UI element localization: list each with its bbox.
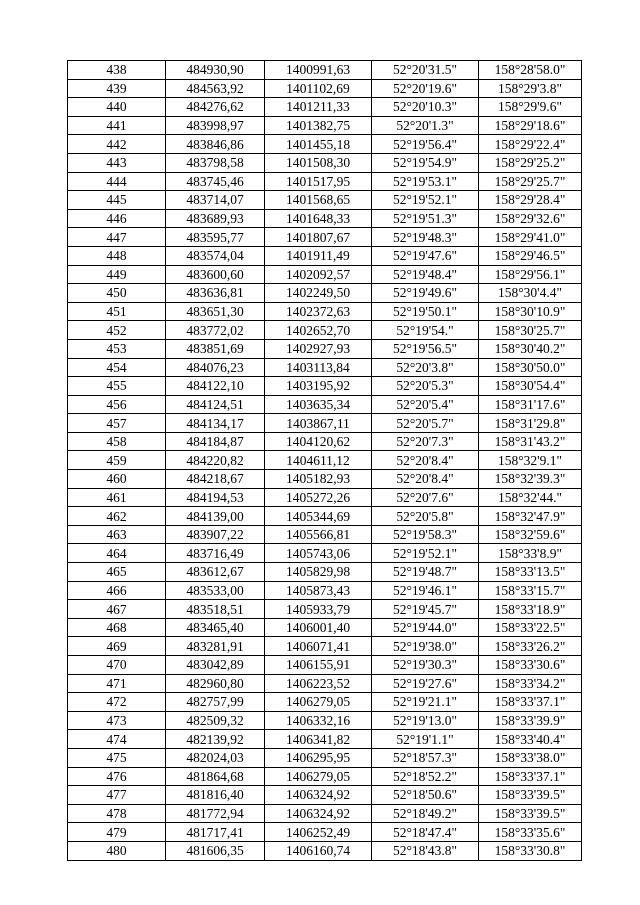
x-coordinate-cell: 484134,17 — [166, 414, 265, 433]
x-coordinate-cell: 483714,07 — [166, 191, 265, 210]
longitude-cell: 158°32'9.1" — [479, 451, 582, 470]
latitude-cell: 52°19'46.1" — [372, 581, 479, 600]
table-row — [68, 153, 582, 172]
table-row — [68, 470, 582, 489]
x-coordinate-cell: 481772,94 — [166, 804, 265, 823]
y-coordinate-cell: 1402249,50 — [265, 284, 372, 303]
y-coordinate-cell: 1405829,98 — [265, 563, 372, 582]
table-row — [68, 172, 582, 191]
point-number-cell: 457 — [68, 414, 166, 433]
point-number-cell: 452 — [68, 321, 166, 340]
table-row — [68, 358, 582, 377]
y-coordinate-cell: 1406332,16 — [265, 711, 372, 730]
y-coordinate-cell: 1402372,63 — [265, 302, 372, 321]
table-row — [68, 488, 582, 507]
longitude-cell: 158°33'18.9" — [479, 600, 582, 619]
longitude-cell: 158°29'9.6" — [479, 98, 582, 117]
y-coordinate-cell: 1406155,91 — [265, 656, 372, 675]
table-row — [68, 525, 582, 544]
latitude-cell: 52°19'44.0" — [372, 618, 479, 637]
y-coordinate-cell: 1406324,92 — [265, 786, 372, 805]
y-coordinate-cell: 1403113,84 — [265, 358, 372, 377]
point-number-cell: 450 — [68, 284, 166, 303]
longitude-cell: 158°33'38.0" — [479, 748, 582, 767]
latitude-cell: 52°19'52.1" — [372, 544, 479, 563]
latitude-cell: 52°18'49.2" — [372, 804, 479, 823]
latitude-cell: 52°19'52.1" — [372, 191, 479, 210]
longitude-cell: 158°33'30.6" — [479, 656, 582, 675]
point-number-cell: 463 — [68, 525, 166, 544]
x-coordinate-cell: 483595,77 — [166, 228, 265, 247]
longitude-cell: 158°30'54.4" — [479, 377, 582, 396]
latitude-cell: 52°19'13.0" — [372, 711, 479, 730]
table-row — [68, 693, 582, 712]
table-row — [68, 841, 582, 860]
y-coordinate-cell: 1406295,95 — [265, 748, 372, 767]
latitude-cell: 52°19'45.7" — [372, 600, 479, 619]
longitude-cell: 158°33'39.5" — [479, 786, 582, 805]
x-coordinate-cell: 484276,62 — [166, 98, 265, 117]
point-number-cell: 472 — [68, 693, 166, 712]
point-number-cell: 443 — [68, 153, 166, 172]
y-coordinate-cell: 1404611,12 — [265, 451, 372, 470]
point-number-cell: 456 — [68, 395, 166, 414]
longitude-cell: 158°29'28.4" — [479, 191, 582, 210]
longitude-cell: 158°32'47.9" — [479, 507, 582, 526]
latitude-cell: 52°18'43.8" — [372, 841, 479, 860]
table-row — [68, 451, 582, 470]
longitude-cell: 158°33'30.8" — [479, 841, 582, 860]
longitude-cell: 158°29'3.8" — [479, 79, 582, 98]
table-row — [68, 767, 582, 786]
point-number-cell: 474 — [68, 730, 166, 749]
longitude-cell: 158°30'4.4" — [479, 284, 582, 303]
latitude-cell: 52°20'7.6" — [372, 488, 479, 507]
latitude-cell: 52°20'3.8" — [372, 358, 479, 377]
x-coordinate-cell: 483798,58 — [166, 153, 265, 172]
latitude-cell: 52°19'56.5" — [372, 339, 479, 358]
x-coordinate-cell: 483851,69 — [166, 339, 265, 358]
point-number-cell: 468 — [68, 618, 166, 637]
latitude-cell: 52°19'49.6" — [372, 284, 479, 303]
table-row — [68, 302, 582, 321]
x-coordinate-cell: 483689,93 — [166, 209, 265, 228]
table-row — [68, 191, 582, 210]
table-row — [68, 414, 582, 433]
latitude-cell: 52°20'10.3" — [372, 98, 479, 117]
latitude-cell: 52°18'57.3" — [372, 748, 479, 767]
latitude-cell: 52°19'53.1" — [372, 172, 479, 191]
longitude-cell: 158°33'8.9" — [479, 544, 582, 563]
point-number-cell: 467 — [68, 600, 166, 619]
table-row — [68, 786, 582, 805]
y-coordinate-cell: 1404120,62 — [265, 432, 372, 451]
longitude-cell: 158°33'40.4" — [479, 730, 582, 749]
table-row — [68, 432, 582, 451]
table-row — [68, 284, 582, 303]
table-row — [68, 730, 582, 749]
point-number-cell: 445 — [68, 191, 166, 210]
x-coordinate-cell: 483574,04 — [166, 246, 265, 265]
latitude-cell: 52°20'5.4" — [372, 395, 479, 414]
table-row — [68, 656, 582, 675]
latitude-cell: 52°20'7.3" — [372, 432, 479, 451]
y-coordinate-cell: 1405743,06 — [265, 544, 372, 563]
latitude-cell: 52°20'8.4" — [372, 470, 479, 489]
longitude-cell: 158°29'46.5" — [479, 246, 582, 265]
point-number-cell: 438 — [68, 61, 166, 80]
x-coordinate-cell: 484218,67 — [166, 470, 265, 489]
longitude-cell: 158°33'34.2" — [479, 674, 582, 693]
longitude-cell: 158°33'37.1" — [479, 693, 582, 712]
longitude-cell: 158°33'15.7" — [479, 581, 582, 600]
y-coordinate-cell: 1401807,67 — [265, 228, 372, 247]
longitude-cell: 158°30'25.7" — [479, 321, 582, 340]
y-coordinate-cell: 1403635,34 — [265, 395, 372, 414]
y-coordinate-cell: 1406001,40 — [265, 618, 372, 637]
y-coordinate-cell: 1406279,05 — [265, 693, 372, 712]
y-coordinate-cell: 1402652,70 — [265, 321, 372, 340]
latitude-cell: 52°20'5.3" — [372, 377, 479, 396]
longitude-cell: 158°29'25.2" — [479, 153, 582, 172]
y-coordinate-cell: 1406071,41 — [265, 637, 372, 656]
latitude-cell: 52°19'58.3" — [372, 525, 479, 544]
x-coordinate-cell: 482139,92 — [166, 730, 265, 749]
y-coordinate-cell: 1401648,33 — [265, 209, 372, 228]
longitude-cell: 158°31'17.6" — [479, 395, 582, 414]
table-row — [68, 507, 582, 526]
longitude-cell: 158°31'43.2" — [479, 432, 582, 451]
longitude-cell: 158°33'26.2" — [479, 637, 582, 656]
point-number-cell: 476 — [68, 767, 166, 786]
table-row — [68, 637, 582, 656]
longitude-cell: 158°32'59.6" — [479, 525, 582, 544]
y-coordinate-cell: 1401517,95 — [265, 172, 372, 191]
x-coordinate-cell: 483772,02 — [166, 321, 265, 340]
x-coordinate-cell: 481864,68 — [166, 767, 265, 786]
x-coordinate-cell: 483042,89 — [166, 656, 265, 675]
x-coordinate-cell: 484124,51 — [166, 395, 265, 414]
y-coordinate-cell: 1401455,18 — [265, 135, 372, 154]
table-row — [68, 395, 582, 414]
point-number-cell: 469 — [68, 637, 166, 656]
longitude-cell: 158°32'39.3" — [479, 470, 582, 489]
y-coordinate-cell: 1406160,74 — [265, 841, 372, 860]
latitude-cell: 52°19'56.4" — [372, 135, 479, 154]
coordinates-table-body — [68, 61, 582, 861]
y-coordinate-cell: 1405272,26 — [265, 488, 372, 507]
latitude-cell: 52°20'5.8" — [372, 507, 479, 526]
point-number-cell: 459 — [68, 451, 166, 470]
latitude-cell: 52°19'21.1" — [372, 693, 479, 712]
x-coordinate-cell: 481816,40 — [166, 786, 265, 805]
x-coordinate-cell: 484194,53 — [166, 488, 265, 507]
latitude-cell: 52°19'30.3" — [372, 656, 479, 675]
longitude-cell: 158°33'22.5" — [479, 618, 582, 637]
latitude-cell: 52°20'8.4" — [372, 451, 479, 470]
longitude-cell: 158°31'29.8" — [479, 414, 582, 433]
longitude-cell: 158°29'25.7" — [479, 172, 582, 191]
table-row — [68, 711, 582, 730]
latitude-cell: 52°18'52.2" — [372, 767, 479, 786]
longitude-cell: 158°32'44." — [479, 488, 582, 507]
point-number-cell: 447 — [68, 228, 166, 247]
y-coordinate-cell: 1401568,65 — [265, 191, 372, 210]
latitude-cell: 52°18'47.4" — [372, 823, 479, 842]
x-coordinate-cell: 484184,87 — [166, 432, 265, 451]
table-row — [68, 339, 582, 358]
y-coordinate-cell: 1406252,49 — [265, 823, 372, 842]
latitude-cell: 52°19'38.0" — [372, 637, 479, 656]
longitude-cell: 158°29'22.4" — [479, 135, 582, 154]
x-coordinate-cell: 483281,91 — [166, 637, 265, 656]
table-row — [68, 135, 582, 154]
latitude-cell: 52°19'50.1" — [372, 302, 479, 321]
x-coordinate-cell: 482509,32 — [166, 711, 265, 730]
table-row — [68, 321, 582, 340]
table-row — [68, 600, 582, 619]
longitude-cell: 158°33'39.9" — [479, 711, 582, 730]
table-row — [68, 581, 582, 600]
x-coordinate-cell: 483745,46 — [166, 172, 265, 191]
latitude-cell: 52°20'1.3" — [372, 116, 479, 135]
longitude-cell: 158°33'37.1" — [479, 767, 582, 786]
latitude-cell: 52°19'48.7" — [372, 563, 479, 582]
point-number-cell: 451 — [68, 302, 166, 321]
point-number-cell: 461 — [68, 488, 166, 507]
x-coordinate-cell: 482757,99 — [166, 693, 265, 712]
point-number-cell: 455 — [68, 377, 166, 396]
longitude-cell: 158°33'35.6" — [479, 823, 582, 842]
point-number-cell: 446 — [68, 209, 166, 228]
table-row — [68, 209, 582, 228]
point-number-cell: 453 — [68, 339, 166, 358]
x-coordinate-cell: 481717,41 — [166, 823, 265, 842]
y-coordinate-cell: 1406223,52 — [265, 674, 372, 693]
y-coordinate-cell: 1402092,57 — [265, 265, 372, 284]
point-number-cell: 464 — [68, 544, 166, 563]
point-number-cell: 440 — [68, 98, 166, 117]
x-coordinate-cell: 483716,49 — [166, 544, 265, 563]
point-number-cell: 454 — [68, 358, 166, 377]
longitude-cell: 158°30'10.9" — [479, 302, 582, 321]
table-row — [68, 804, 582, 823]
x-coordinate-cell: 483651,30 — [166, 302, 265, 321]
x-coordinate-cell: 483998,97 — [166, 116, 265, 135]
point-number-cell: 473 — [68, 711, 166, 730]
point-number-cell: 479 — [68, 823, 166, 842]
y-coordinate-cell: 1405182,93 — [265, 470, 372, 489]
point-number-cell: 466 — [68, 581, 166, 600]
point-number-cell: 458 — [68, 432, 166, 451]
y-coordinate-cell: 1406341,82 — [265, 730, 372, 749]
x-coordinate-cell: 483636,81 — [166, 284, 265, 303]
table-row — [68, 98, 582, 117]
table-row — [68, 116, 582, 135]
y-coordinate-cell: 1406324,92 — [265, 804, 372, 823]
x-coordinate-cell: 484563,92 — [166, 79, 265, 98]
latitude-cell: 52°20'31.5" — [372, 61, 479, 80]
table-row — [68, 228, 582, 247]
point-number-cell: 442 — [68, 135, 166, 154]
latitude-cell: 52°19'51.3" — [372, 209, 479, 228]
point-number-cell: 465 — [68, 563, 166, 582]
x-coordinate-cell: 483846,86 — [166, 135, 265, 154]
table-row — [68, 246, 582, 265]
point-number-cell: 471 — [68, 674, 166, 693]
point-number-cell: 462 — [68, 507, 166, 526]
point-number-cell: 449 — [68, 265, 166, 284]
latitude-cell: 52°19'27.6" — [372, 674, 479, 693]
x-coordinate-cell: 483612,67 — [166, 563, 265, 582]
y-coordinate-cell: 1401211,33 — [265, 98, 372, 117]
y-coordinate-cell: 1405344,69 — [265, 507, 372, 526]
latitude-cell: 52°20'5.7" — [372, 414, 479, 433]
point-number-cell: 470 — [68, 656, 166, 675]
y-coordinate-cell: 1406279,05 — [265, 767, 372, 786]
latitude-cell: 52°18'50.6" — [372, 786, 479, 805]
longitude-cell: 158°29'41.0" — [479, 228, 582, 247]
y-coordinate-cell: 1405566,81 — [265, 525, 372, 544]
x-coordinate-cell: 482960,80 — [166, 674, 265, 693]
latitude-cell: 52°19'48.4" — [372, 265, 479, 284]
point-number-cell: 441 — [68, 116, 166, 135]
table-row — [68, 563, 582, 582]
table-row — [68, 377, 582, 396]
point-number-cell: 439 — [68, 79, 166, 98]
x-coordinate-cell: 482024,03 — [166, 748, 265, 767]
longitude-cell: 158°33'39.5" — [479, 804, 582, 823]
y-coordinate-cell: 1403867,11 — [265, 414, 372, 433]
x-coordinate-cell: 484139,00 — [166, 507, 265, 526]
y-coordinate-cell: 1400991,63 — [265, 61, 372, 80]
table-row — [68, 674, 582, 693]
longitude-cell: 158°30'50.0" — [479, 358, 582, 377]
longitude-cell: 158°30'40.2" — [479, 339, 582, 358]
latitude-cell: 52°19'47.6" — [372, 246, 479, 265]
point-number-cell: 478 — [68, 804, 166, 823]
y-coordinate-cell: 1405873,43 — [265, 581, 372, 600]
x-coordinate-cell: 483465,40 — [166, 618, 265, 637]
table-row — [68, 79, 582, 98]
point-number-cell: 477 — [68, 786, 166, 805]
point-number-cell: 444 — [68, 172, 166, 191]
latitude-cell: 52°20'19.6" — [372, 79, 479, 98]
y-coordinate-cell: 1401508,30 — [265, 153, 372, 172]
x-coordinate-cell: 484220,82 — [166, 451, 265, 470]
y-coordinate-cell: 1405933,79 — [265, 600, 372, 619]
y-coordinate-cell: 1401911,49 — [265, 246, 372, 265]
table-row — [68, 823, 582, 842]
longitude-cell: 158°33'13.5" — [479, 563, 582, 582]
latitude-cell: 52°19'1.1" — [372, 730, 479, 749]
latitude-cell: 52°19'54.9" — [372, 153, 479, 172]
x-coordinate-cell: 481606,35 — [166, 841, 265, 860]
point-number-cell: 475 — [68, 748, 166, 767]
latitude-cell: 52°19'48.3" — [372, 228, 479, 247]
y-coordinate-cell: 1402927,93 — [265, 339, 372, 358]
coordinates-table — [67, 60, 582, 861]
x-coordinate-cell: 483600,60 — [166, 265, 265, 284]
x-coordinate-cell: 484122,10 — [166, 377, 265, 396]
table-row — [68, 544, 582, 563]
table-row — [68, 61, 582, 80]
x-coordinate-cell: 483518,51 — [166, 600, 265, 619]
x-coordinate-cell: 484076,23 — [166, 358, 265, 377]
x-coordinate-cell: 484930,90 — [166, 61, 265, 80]
y-coordinate-cell: 1401382,75 — [265, 116, 372, 135]
y-coordinate-cell: 1401102,69 — [265, 79, 372, 98]
longitude-cell: 158°29'56.1" — [479, 265, 582, 284]
x-coordinate-cell: 483907,22 — [166, 525, 265, 544]
longitude-cell: 158°29'18.6" — [479, 116, 582, 135]
table-row — [68, 265, 582, 284]
table-row — [68, 748, 582, 767]
point-number-cell: 480 — [68, 841, 166, 860]
longitude-cell: 158°29'32.6" — [479, 209, 582, 228]
point-number-cell: 460 — [68, 470, 166, 489]
x-coordinate-cell: 483533,00 — [166, 581, 265, 600]
table-row — [68, 618, 582, 637]
latitude-cell: 52°19'54." — [372, 321, 479, 340]
y-coordinate-cell: 1403195,92 — [265, 377, 372, 396]
point-number-cell: 448 — [68, 246, 166, 265]
longitude-cell: 158°28'58.0" — [479, 61, 582, 80]
